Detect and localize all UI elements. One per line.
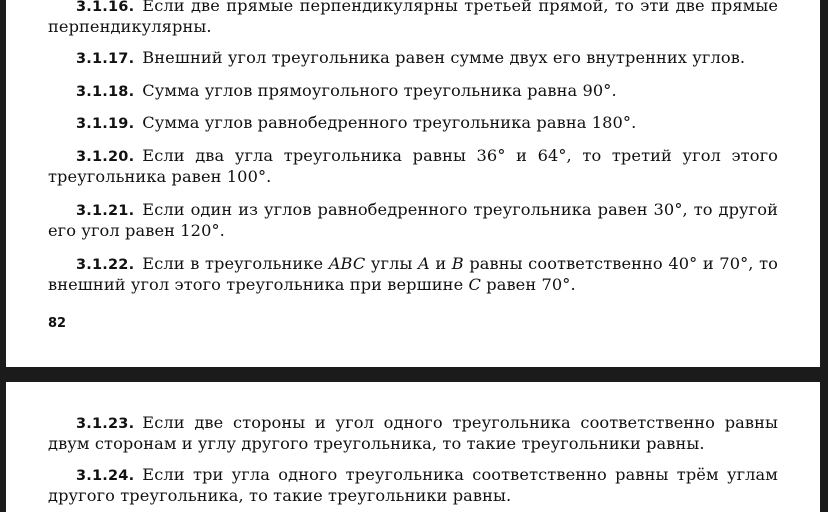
vertex-label: C: [468, 275, 481, 294]
statement-number: 3.1.20.: [76, 149, 135, 165]
statement-number: 3.1.23.: [76, 416, 135, 432]
statement-text: Если один из углов равнобедренного треугольника равен 30°, то другой его угол равен 120°.: [48, 200, 778, 240]
statement-text: Если две стороны и угол одного треугольника соответственно равны двум сторонам и углу другого треугольника, то такие треугольники равны.: [48, 413, 778, 453]
vertex-label: A: [417, 254, 430, 273]
statement-3-1-22: [48, 254, 778, 295]
statement-3-1-19: [48, 113, 778, 134]
statement-3-1-20: [48, 146, 778, 187]
statement-number: 3.1.22.: [76, 257, 135, 273]
page-number: 82: [48, 316, 67, 331]
statement-text: Если два угла треугольника равны 36° и 64°, то третий угол этого треугольника равен 100°.: [48, 146, 778, 186]
statement-text-part: равны соответственно 40° и 70°, то внешний угол этого треугольника при вершине: [48, 254, 778, 294]
statement-3-1-24: [48, 465, 778, 506]
statement-number: 3.1.21.: [76, 203, 135, 219]
statement-number: 3.1.17.: [76, 51, 135, 67]
page-82: [6, 0, 820, 367]
statement-text: Если две прямые перпендикулярны третьей прямой, то эти две прямые перпендикулярны.: [48, 0, 778, 36]
statement-number: 3.1.16.: [76, 0, 135, 15]
statement-number: 3.1.24.: [76, 468, 135, 484]
statement-3-1-17: [48, 48, 778, 69]
statement-text-part: Если в треугольнике: [142, 254, 329, 273]
statement-text-part: углы: [365, 254, 418, 273]
statement-number: 3.1.18.: [76, 84, 135, 100]
next-page: [6, 382, 820, 512]
statement-text: Если три угла одного треугольника соответственно равны трём углам другого треугольника, то такие треугольники равны.: [48, 465, 778, 505]
statement-3-1-16: [48, 0, 778, 37]
triangle-label: ABC: [328, 254, 366, 273]
statement-number: 3.1.19.: [76, 116, 135, 132]
statement-text-part: и: [429, 254, 452, 273]
statement-text: Сумма углов прямоугольного треугольника равна 90°.: [142, 81, 617, 100]
statement-3-1-18: [48, 81, 778, 102]
statement-text: Сумма углов равнобедренного треугольника равна 180°.: [142, 113, 637, 132]
statement-3-1-21: [48, 200, 778, 241]
statement-text: Внешний угол треугольника равен сумме двух его внутренних углов.: [142, 48, 746, 67]
vertex-label: B: [451, 254, 464, 273]
statement-3-1-23: [48, 413, 778, 454]
statement-text-part: равен 70°.: [481, 275, 576, 294]
